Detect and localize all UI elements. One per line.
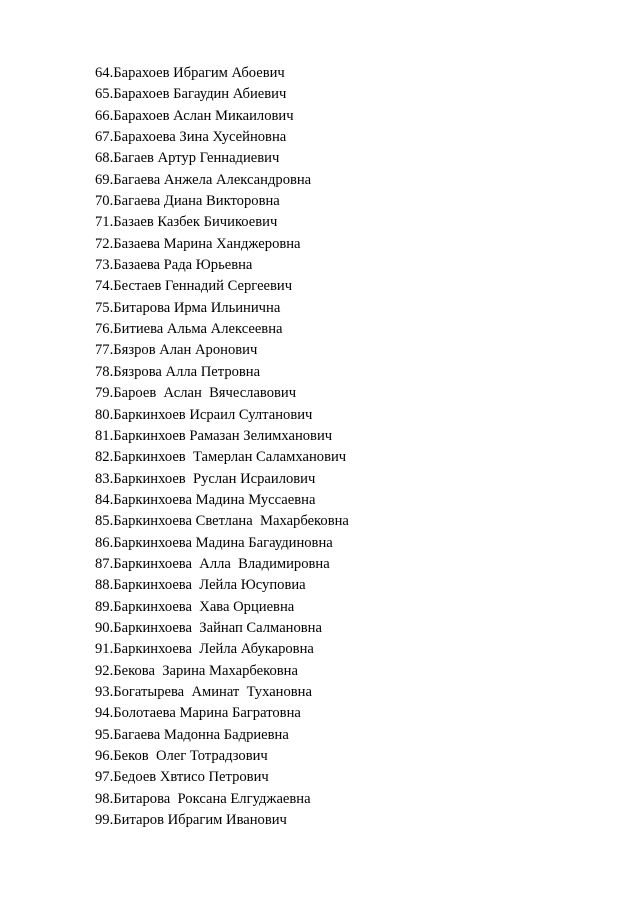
person-name: Беков Олег Тотрадзович — [113, 748, 268, 764]
item-number: 84. — [95, 491, 114, 508]
item-number: 86. — [95, 534, 114, 551]
item-number: 94. — [95, 705, 114, 722]
person-name: Баркинхоева Алла Владимировна — [113, 555, 330, 572]
person-name: Багаев Артур Геннадиевич — [113, 150, 280, 167]
item-number: 95. — [95, 726, 114, 743]
person-name: Бязрова Алла Петровна — [113, 363, 261, 380]
person-name: Базаева Рада Юрьевна — [113, 257, 253, 274]
person-name: Битаров Ибрагим Иванович — [113, 812, 287, 829]
list-item — [95, 725, 349, 746]
person-name: Баркинхоева Лейла Юсуповиа — [113, 577, 306, 594]
person-name: Бестаев Геннадий Сергеевич — [113, 278, 293, 295]
list-item — [95, 234, 349, 255]
item-number: 90. — [95, 619, 114, 636]
item-number: 69. — [95, 171, 114, 188]
person-name: Баркинхоев Исраил Султанович — [113, 406, 313, 423]
item-number: 91. — [95, 641, 114, 658]
person-name: Битарова Ирма Ильинична — [113, 299, 281, 316]
list-item — [95, 362, 349, 383]
list-item — [95, 127, 349, 148]
item-number: 78. — [95, 363, 114, 380]
item-number: 93. — [95, 683, 114, 700]
item-number: 65. — [95, 86, 114, 103]
person-name: Баркинхоева Зайнап Салмановна — [113, 619, 322, 636]
item-number: 75. — [95, 299, 114, 316]
list-item — [95, 405, 349, 426]
person-name: Бекова Зарина Махарбековна — [113, 662, 298, 679]
item-number: 97. — [95, 769, 114, 786]
item-number: 67. — [95, 129, 114, 146]
list-item — [95, 618, 349, 639]
item-number: 76. — [95, 321, 114, 338]
item-number: 64. — [95, 65, 114, 81]
list-item — [95, 426, 349, 447]
item-number: 71. — [95, 214, 114, 231]
item-number: 92. — [95, 662, 114, 679]
item-number: 72. — [95, 235, 114, 252]
list-item — [95, 746, 349, 767]
item-number: 70. — [95, 193, 114, 210]
list-item — [95, 191, 349, 212]
item-number: 96. — [95, 748, 114, 764]
person-name: Баркинхоева Светлана Махарбековна — [113, 513, 349, 530]
person-name: Барахоев Ибрагим Абоевич — [113, 65, 285, 81]
item-number: 66. — [95, 107, 114, 124]
list-item — [95, 170, 349, 191]
list-item — [95, 276, 349, 297]
person-name: Баркинхоев Тамерлан Саламханович — [113, 449, 347, 466]
person-name: Багаева Мадонна Бадриевна — [113, 726, 289, 743]
item-number: 87. — [95, 555, 114, 572]
item-number: 85. — [95, 513, 114, 530]
list-item — [95, 661, 349, 682]
list-item — [95, 810, 349, 831]
list-item — [95, 639, 349, 660]
item-number: 79. — [95, 385, 114, 402]
list-item — [95, 106, 349, 127]
item-number: 81. — [95, 427, 114, 444]
item-number: 83. — [95, 470, 114, 487]
person-name: Багаева Анжела Александровна — [113, 171, 312, 188]
item-number: 99. — [95, 812, 114, 829]
person-name: Баркинхоева Хава Орциевна — [113, 598, 295, 615]
list-item — [95, 789, 349, 810]
item-number: 82. — [95, 449, 114, 466]
person-name: Бязров Алан Аронович — [113, 342, 258, 359]
name-list — [95, 63, 349, 831]
person-name: Битарова Роксана Елгуджаевна — [113, 790, 311, 807]
list-item — [95, 703, 349, 724]
person-name: Битиева Альма Алексеевна — [113, 321, 283, 338]
person-name: Базаев Казбек Бичикоевич — [113, 214, 278, 231]
list-item — [95, 767, 349, 788]
list-item — [95, 383, 349, 404]
list-item — [95, 340, 349, 361]
person-name: Базаева Марина Ханджеровна — [113, 235, 301, 252]
list-item — [95, 554, 349, 575]
list-item — [95, 63, 349, 84]
list-item — [95, 575, 349, 596]
person-name: Баркинхоева Мадина Багаудиновна — [113, 534, 333, 551]
list-item — [95, 469, 349, 490]
list-item — [95, 511, 349, 532]
item-number: 74. — [95, 278, 114, 295]
person-name: Болотаева Марина Багратовна — [113, 705, 301, 722]
item-number: 88. — [95, 577, 114, 594]
person-name: Барахоев Аслан Микаилович — [113, 107, 294, 124]
list-item — [95, 447, 349, 468]
list-item — [95, 84, 349, 105]
list-item — [95, 533, 349, 554]
list-item — [95, 319, 349, 340]
person-name: Богатырева Аминат Тухановна — [113, 683, 312, 700]
person-name: Баркинхоева Лейла Абукаровна — [113, 641, 314, 658]
list-item — [95, 490, 349, 511]
person-name: Баркинхоев Руслан Исраилович — [113, 470, 316, 487]
person-name: Бедоев Хвтисо Петрович — [113, 769, 269, 786]
person-name: Багаева Диана Викторовна — [113, 193, 280, 210]
list-item — [95, 298, 349, 319]
person-name: Барахоев Багаудин Абиевич — [113, 86, 287, 103]
person-name: Барахоева Зина Хусейновна — [113, 129, 287, 146]
item-number: 68. — [95, 150, 114, 167]
item-number: 73. — [95, 257, 114, 274]
item-number: 98. — [95, 790, 114, 807]
item-number: 77. — [95, 342, 114, 359]
list-item — [95, 212, 349, 233]
list-item — [95, 255, 349, 276]
list-item — [95, 148, 349, 169]
list-item — [95, 597, 349, 618]
person-name: Баркинхоев Рамазан Зелимханович — [113, 427, 333, 444]
item-number: 80. — [95, 406, 114, 423]
person-name: Баркинхоева Мадина Муссаевна — [113, 491, 316, 508]
item-number: 89. — [95, 598, 114, 615]
list-item — [95, 682, 349, 703]
person-name: Бароев Аслан Вячеславович — [113, 385, 297, 402]
